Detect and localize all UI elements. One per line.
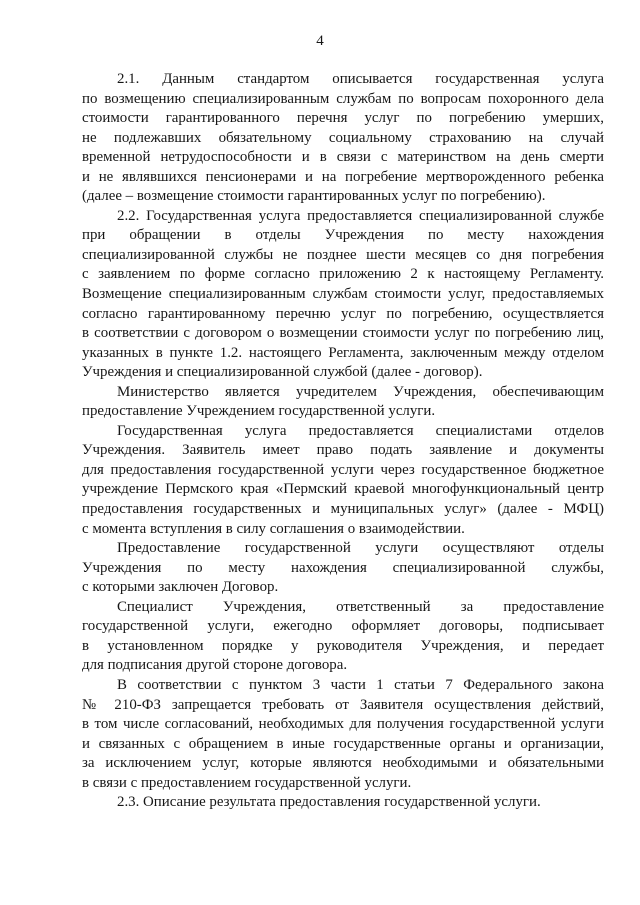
text-line: Учреждения. Заявитель имеет право подать заявление и документы [82, 442, 604, 459]
paragraph [82, 422, 604, 539]
paragraph [82, 207, 604, 383]
text-line: в соответствии с договором о возмещении стоимости услуг по погребению лиц, [82, 325, 604, 342]
text-line: 2.3. Описание результата предоставления государственной услуги. [117, 794, 541, 811]
text-line: для предоставления государственной услуги через государственное бюджетное [82, 461, 604, 478]
text-line: в установленном порядке у руководителя Учреждения, и передает [82, 637, 604, 654]
text-line: по возмещению специализированным службам по вопросам похоронного дела [82, 90, 604, 107]
text-line: Возмещение специализированным службам стоимости услуг, предоставляемых [82, 286, 604, 303]
text-line: Специалист Учреждения, ответственный за предоставление [117, 598, 604, 615]
text-line: Предоставление государственной услуги осуществляют отделы [117, 540, 604, 557]
text-line: при обращении в отделы Учреждения по месту нахождения [82, 227, 604, 244]
text-line: временной нетрудоспособности и в связи с материнством на день смерти [82, 149, 604, 166]
text-line: 2.2. Государственная услуга предоставляется специализированной службе [117, 207, 604, 224]
text-line: в связи с предоставлением государственной услуги. [82, 774, 412, 791]
paragraph [82, 598, 604, 676]
paragraph [82, 383, 604, 422]
text-line: В соответствии с пунктом 3 части 1 статьи 7 Федерального закона [117, 676, 604, 693]
text-line: Государственная услуга предоставляется специалистами отделов [117, 422, 604, 439]
text-line: предоставления государственных и муниципальных услуг» (далее - МФЦ) [82, 501, 604, 518]
document-body [82, 70, 604, 813]
text-line: за исключением услуг, которые являются необходимыми и обязательными [82, 755, 604, 772]
text-line: Учреждения и специализированной службой (далее - договор). [82, 364, 483, 381]
text-line: (далее – возмещение стоимости гарантированных услуг по погребению). [82, 188, 546, 205]
text-line: с заявлением по форме согласно приложению 2 к настоящему Регламенту. [82, 266, 604, 283]
paragraph [82, 676, 604, 793]
text-line: специализированной службы не позднее шести месяцев со дня погребения [82, 246, 604, 263]
text-line: 2.1. Данным стандартом описывается государственная услуга [117, 71, 604, 87]
text-line: согласно гарантированному перечню услуг по погребению, осуществляется [82, 305, 604, 322]
text-line: Учреждения по месту нахождения специализированной службы, [82, 559, 604, 576]
text-line: и связанных с обращением в иные государственные органы и организации, [82, 735, 604, 752]
text-line: для подписания другой стороне договора. [82, 657, 348, 674]
paragraph [82, 70, 604, 207]
text-line: государственной услуги, ежегодно оформляет договоры, подписывает [82, 618, 604, 635]
text-line: стоимости гарантированного перечня услуг по погребению умерших, [82, 110, 604, 127]
text-line: Министерство является учредителем Учреждения, обеспечивающим [117, 383, 604, 400]
text-line: в том числе согласований, необходимых для получения государственной услуги [82, 716, 604, 733]
text-line: № 210-ФЗ запрещается требовать от Заявителя осуществления действий, [82, 696, 604, 713]
text-line: и не являвшихся пенсионерами и на погребение мертворожденного ребенка [82, 168, 604, 185]
text-line: указанных в пункте 1.2. настоящего Регламента, заключенным между отделом [82, 344, 604, 361]
text-line: предоставление Учреждением государственной услуги. [82, 403, 436, 420]
text-line: не подлежавших обязательному социальному страхованию на случай [82, 129, 604, 146]
text-line: с которыми заключен Договор. [82, 579, 279, 596]
text-line: с момента вступления в силу соглашения о взаимодействии. [82, 520, 465, 537]
paragraph [82, 793, 604, 813]
page-number: 4 [316, 33, 324, 49]
text-line: учреждение Пермского края «Пермский краевой многофункциональный центр [82, 481, 604, 498]
paragraph [82, 539, 604, 598]
